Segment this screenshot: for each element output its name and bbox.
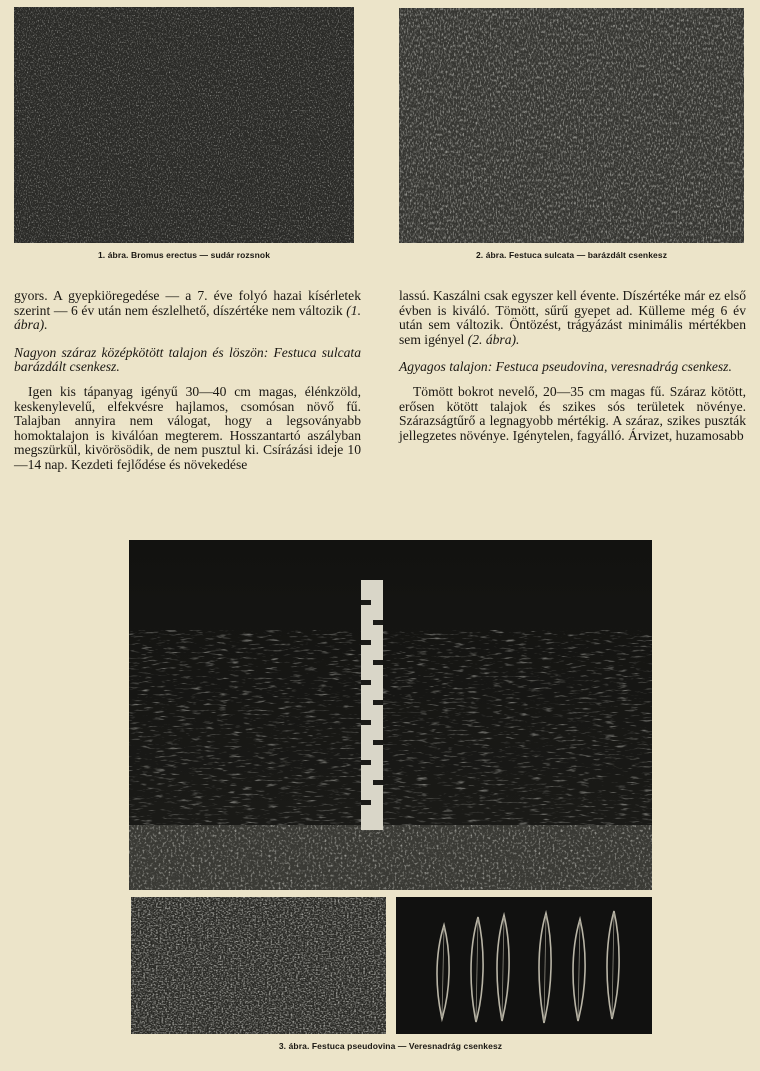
figure-2-reference: (2. ábra). (467, 331, 520, 347)
figure-3-spikelets-photo (396, 897, 652, 1034)
right-section-heading: Agyagos talajon: Festuca pseudovina, veresnadrág csenkesz. (399, 359, 732, 375)
left-paragraph-1-text: gyors. A gyepkiöregedése — a 7. éve folyó hazai kísérletek szerint — 6 év után nem észlelhető, díszértéke nem változik (14, 288, 361, 318)
figure-2-caption: 2. ábra. Festuca sulcata — barázdált csenkesz (475, 250, 668, 260)
figure-1-photo (14, 7, 354, 243)
right-paragraph-1-text: lassú. Kaszálni csak egyszer kell évente. Díszértéke már ez első évben is kiváló. Tömött, sűrű gyepet ad. Külleme még 6 év után sem változik. Öntözést, trágyázást minimális mértékben sem igényel (399, 288, 746, 347)
right-paragraph-2: Tömött bokrot nevelő, 20—35 cm magas fű. Száraz kötött, erősen kötött talajok és szikes sós területek növénye. Szárazságtűrő a legnagyobb mértékig. A száraz, szikes puszták jellegzetes növénye. Igénytelen, fagyálló. Árvizet, huzamosabb (399, 383, 746, 443)
left-text-column (14, 289, 361, 486)
right-text-column (399, 289, 746, 456)
right-paragraph-1 (399, 289, 746, 347)
left-paragraph-1 (14, 289, 361, 333)
left-paragraph-2: Igen kis tápanyag igényű 30—40 cm magas, élénkzöld, keskenylevelű, elfekvésre hajlamos, csomósan növő fű. Talajban annyira nem válogat, hogy a legsoványabb homoktalajon is kiválóan megterem. Hosszantartó aszályban megszürkül, kivörösödik, de nem pusztul ki. Csírázási ideje 10—14 nap. Kezdeti fejlődése és növekedése (14, 383, 361, 472)
figure-3-caption: 3. ábra. Festuca pseudovina — Veresnadrág csenkesz (278, 1041, 503, 1051)
left-section-heading: Nagyon száraz középkötött talajon és löszön: Festuca sulcata barázdált csenkesz. (14, 344, 361, 375)
figure-1-caption: 1. ábra. Bromus erectus — sudár rozsnok (97, 250, 271, 260)
figure-1-reference: (1. ábra). (14, 302, 362, 333)
figure-2-photo (399, 8, 744, 243)
figure-3-main-photo (129, 540, 652, 890)
figure-3-turf-photo (131, 897, 386, 1034)
